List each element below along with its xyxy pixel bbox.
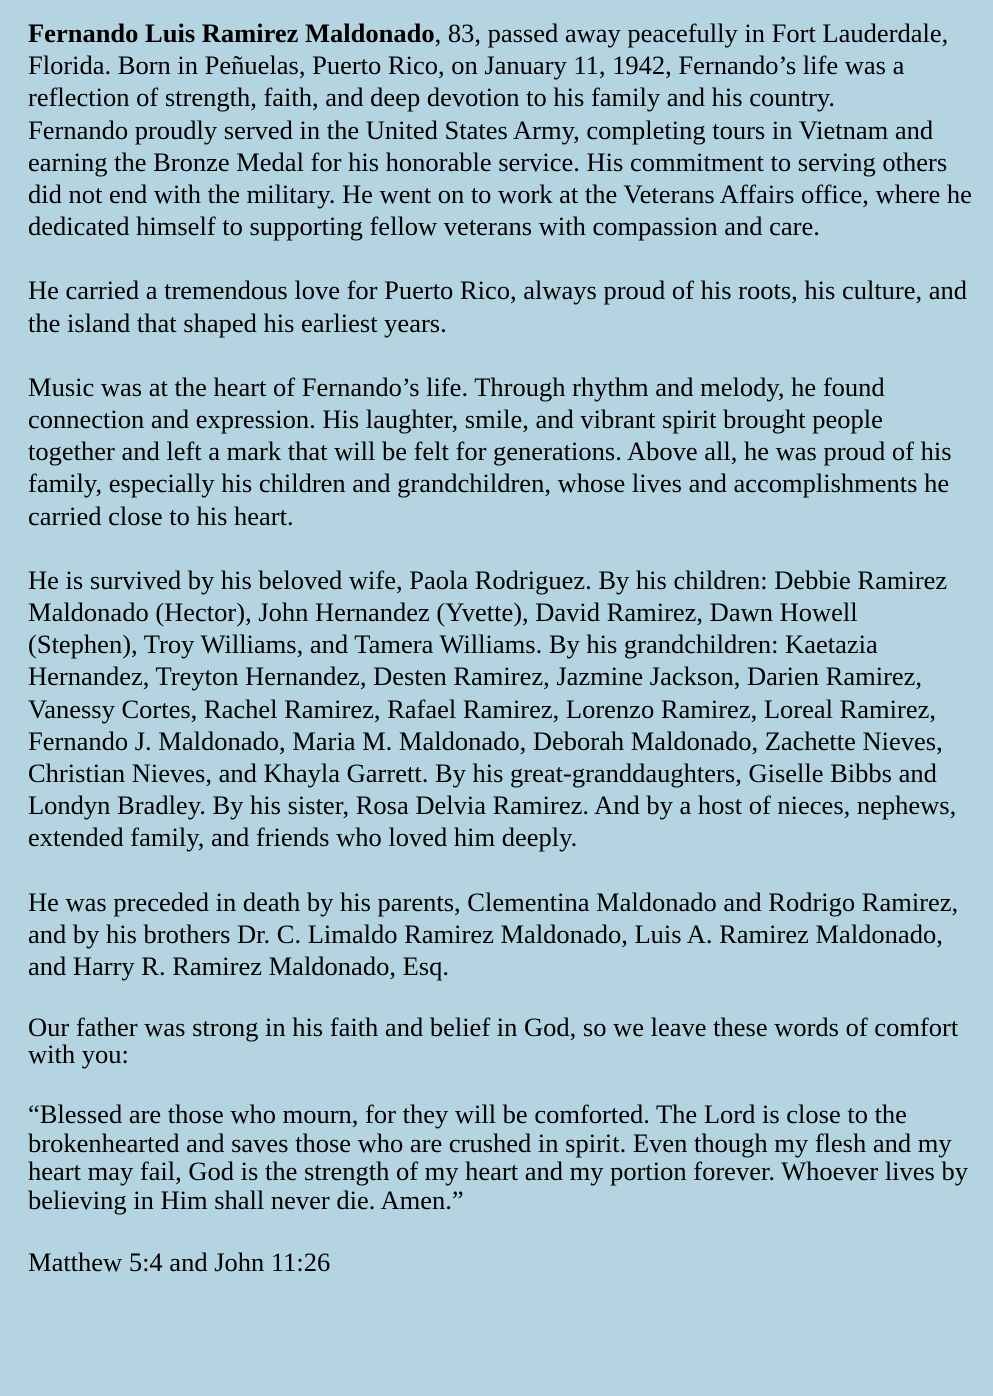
scripture-quote: “Blessed are those who mourn, for they will be comforted. The Lord is close to the brokenhearted and saves those who are crushed in spirit. Even though my flesh and my heart may fail, God is the strength of my heart and my portion forever. Whoever lives by believing in Him shall never die. Amen.”	[28, 1099, 968, 1215]
preceded-by-paragraph: He was preceded in death by his parents, Clementina Maldonado and Rodrigo Ramirez, and by his brothers Dr. C. Limaldo Ramirez Maldonado, Luis A. Ramirez Maldonado, and Harry R. Ramirez Maldonado, Esq.	[28, 886, 959, 982]
intro-paragraph	[28, 17, 973, 114]
scripture-citation: Matthew 5:4 and John 11:26	[28, 1247, 331, 1278]
survived-by-paragraph: He is survived by his beloved wife, Paola Rodriguez. By his children: Debbie Ramirez Maldonado (Hector), John Hernandez (Yvette), David Ramirez, Dawn Howell (Stephen), Troy Williams, and Tamera Williams. By his grandchildren: Kaetazia Hernandez, Treyton Hernandez, Desten Ramirez, Jazmine Jackson, Darien Ramirez, Vanessy Cortes, Rachel Ramirez, Rafael Ramirez, Lorenzo Ramirez, Loreal Ramirez, Fernando J. Maldonado, Maria M. Maldonado, Deborah Maldonado, Zachette Nieves, Christian Nieves, and Khayla Garrett. By his great-granddaughters, Giselle Bibbs and Londyn Bradley. By his sister, Rosa Delvia Ramirez. And by a host of nieces, nephews, extended family, and friends who loved him deeply.	[28, 564, 957, 853]
music-paragraph: Music was at the heart of Fernando’s life. Through rhythm and melody, he found connection and expression. His laughter, smile, and vibrant spirit brought people together and left a mark that will be felt for generations. Above all, he was proud of his family, especially his children and grandchildren, whose lives and accomplishments he carried close to his heart.	[28, 371, 952, 531]
service-paragraph: Fernando proudly served in the United States Army, completing tours in Vietnam and earning the Bronze Medal for his honorable service. His commitment to serving others did not end with the military. He went on to work at the Veterans Affairs office, where he dedicated himself to supporting fellow veterans with compassion and care.	[28, 114, 972, 242]
puerto-rico-paragraph: He carried a tremendous love for Puerto Rico, always proud of his roots, his culture, and the island that shaped his earliest years.	[28, 275, 968, 338]
deceased-name: Fernando Luis Ramirez Maldonado	[28, 18, 435, 48]
intro-text: , 83, passed away peacefully in Fort Lauderdale, Florida. Born in Peñuelas, Puerto Rico, on January 11, 1942, Fernando’s life was a reflection of strength, faith, and deep devotion to his family and his country.	[28, 18, 949, 113]
faith-paragraph: Our father was strong in his faith and belief in God, so we leave these words of comfort with you:	[28, 1012, 959, 1070]
